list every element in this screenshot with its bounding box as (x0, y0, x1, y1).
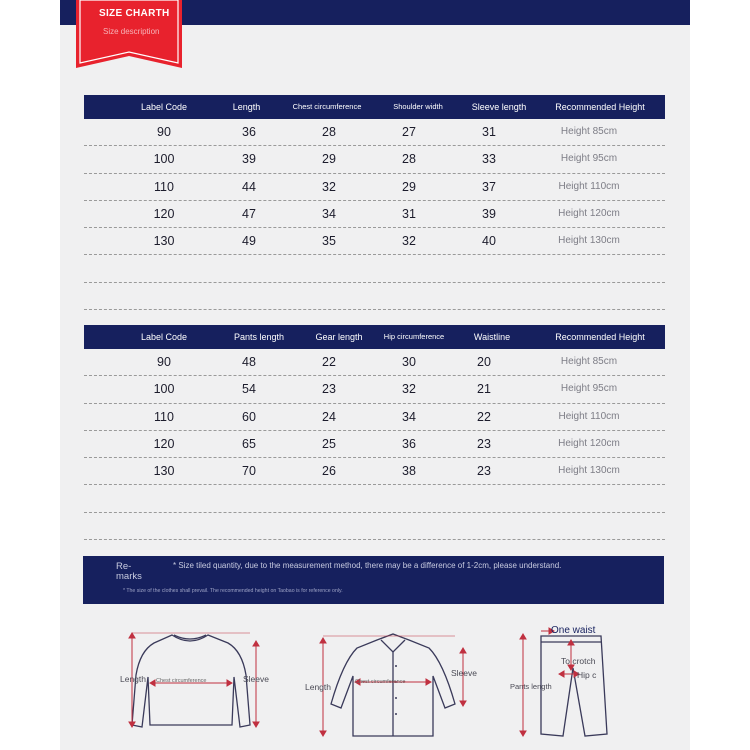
table-cell: 21 (477, 382, 491, 397)
table-cell: 110 (154, 179, 174, 194)
col-sleeve: Sleeve length (471, 102, 527, 112)
table-cell: Height 95cm (560, 383, 618, 395)
table-cell: 36 (242, 125, 256, 139)
ribbon-subtitle: Size description (103, 27, 160, 36)
table-cell: Height 95cm (560, 153, 618, 165)
table-cell: 100 (153, 152, 175, 167)
table-cell: Height 110cm (558, 180, 620, 192)
table-cell: 130 (153, 464, 175, 479)
table-cell: 22 (322, 355, 336, 369)
col-label-code: Label Code (140, 332, 188, 342)
table-cell: 60 (242, 409, 256, 424)
col-shoulder: Shoulder width (393, 102, 443, 111)
table-cell: 20 (477, 355, 491, 369)
bottom-size-table (84, 325, 665, 540)
table-cell: 39 (482, 206, 496, 221)
table-row (84, 119, 665, 146)
remarks-footnote: * The size of the clothes shall prevail. The recommended height on Taobao is for reference only. (123, 588, 343, 594)
table-cell: 32 (402, 234, 416, 249)
remarks-box (83, 556, 664, 604)
col-recommended-height: Recommended Height (555, 332, 645, 342)
table-cell: 28 (322, 125, 336, 139)
table-cell: 38 (402, 464, 416, 479)
table-cell: Height 110cm (558, 410, 620, 422)
shirt-illustration (305, 632, 485, 742)
table-cell: 30 (402, 355, 416, 369)
table-cell: 120 (153, 206, 175, 221)
table-cell: 90 (157, 355, 171, 369)
col-gear-length: Gear length (315, 332, 363, 342)
table-cell: 25 (322, 436, 336, 451)
empty-table-row (84, 513, 665, 540)
table-cell: 44 (242, 179, 256, 194)
table-cell: 32 (322, 179, 336, 194)
pants-hip-label: Hip c (577, 670, 597, 680)
size-chart-ribbon (76, 0, 182, 68)
table-row (84, 404, 665, 431)
table-cell: 48 (242, 355, 256, 369)
table-cell: 34 (402, 409, 416, 424)
table-cell: 23 (477, 436, 491, 451)
empty-table-row (84, 283, 665, 310)
table-cell: 34 (322, 206, 336, 221)
table-cell: 22 (477, 409, 491, 424)
table-cell: 40 (482, 234, 496, 249)
table-cell: 23 (322, 382, 336, 397)
top-table-header (84, 95, 665, 119)
table-cell: 39 (242, 152, 256, 167)
table-cell: 110 (154, 409, 174, 424)
table-cell: 32 (402, 382, 416, 397)
table-row (84, 376, 665, 403)
col-hip: Hip circumference (383, 332, 445, 341)
top-table-body (84, 119, 665, 310)
col-recommended-height: Recommended Height (555, 102, 645, 112)
empty-table-row (84, 255, 665, 282)
col-length: Length (232, 102, 261, 112)
table-cell: 65 (242, 436, 256, 451)
col-label-code: Label Code (140, 102, 188, 112)
table-cell: 70 (242, 464, 256, 479)
table-cell: 120 (153, 436, 175, 451)
table-row (84, 228, 665, 255)
table-cell: 23 (477, 464, 491, 479)
pants-length-label: Pants length (510, 682, 552, 691)
table-cell: 33 (482, 152, 496, 167)
table-cell: Height 120cm (558, 207, 620, 219)
table-cell: Height 120cm (558, 437, 620, 449)
table-cell: 49 (242, 234, 256, 249)
table-row (84, 349, 665, 376)
table-cell: 24 (322, 409, 336, 424)
shirt-chest-label: Chest circumference (355, 679, 406, 685)
sweater-chest-label: Chest circumference (156, 678, 207, 684)
col-chest: Chest circumference (292, 102, 362, 111)
table-cell: 130 (153, 234, 175, 249)
sweater-diagram (110, 625, 280, 735)
pants-crotch-label: To crotch (561, 656, 596, 666)
table-cell: 54 (242, 382, 256, 397)
table-cell: 27 (402, 125, 416, 139)
table-row (84, 146, 665, 173)
pants-waist-label: One waist (551, 625, 596, 636)
table-cell: 47 (242, 206, 256, 221)
table-row (84, 201, 665, 228)
sweater-sleeve-label: Sleeve (243, 674, 269, 684)
sweater-length-label: Length (120, 674, 146, 684)
empty-table-row (84, 485, 665, 512)
table-cell: Height 85cm (560, 356, 618, 367)
table-row (84, 174, 665, 201)
table-row (84, 431, 665, 458)
shirt-diagram (305, 632, 485, 742)
pants-diagram (505, 622, 615, 742)
col-waistline: Waistline (473, 332, 511, 342)
table-cell: 35 (322, 234, 336, 249)
bottom-table-body (84, 349, 665, 540)
table-cell: 36 (402, 436, 416, 451)
table-cell: 37 (482, 179, 496, 194)
shirt-sleeve-label: Sleeve (451, 668, 477, 678)
table-cell: Height 85cm (560, 126, 618, 137)
top-size-table (84, 95, 665, 310)
bottom-table-header (84, 325, 665, 349)
shirt-length-label: Length (305, 682, 331, 692)
table-cell: Height 130cm (558, 235, 620, 247)
table-cell: 31 (482, 125, 496, 139)
table-cell: 31 (402, 206, 416, 221)
remarks-text: * Size tiled quantity, due to the measurement method, there may be a difference of 1-2cm, please understand. (173, 561, 562, 570)
table-cell: 26 (322, 464, 336, 479)
col-pants-length: Pants length (233, 332, 285, 342)
remarks-label: Re- marks (116, 561, 142, 582)
table-cell: 29 (322, 152, 336, 167)
table-cell: 29 (402, 179, 416, 194)
table-cell: 90 (157, 125, 171, 139)
table-cell: 100 (153, 382, 175, 397)
table-cell: 28 (402, 152, 416, 167)
ribbon-title: SIZE CHARTH (99, 8, 170, 19)
table-row (84, 458, 665, 485)
table-cell: Height 130cm (558, 465, 620, 477)
